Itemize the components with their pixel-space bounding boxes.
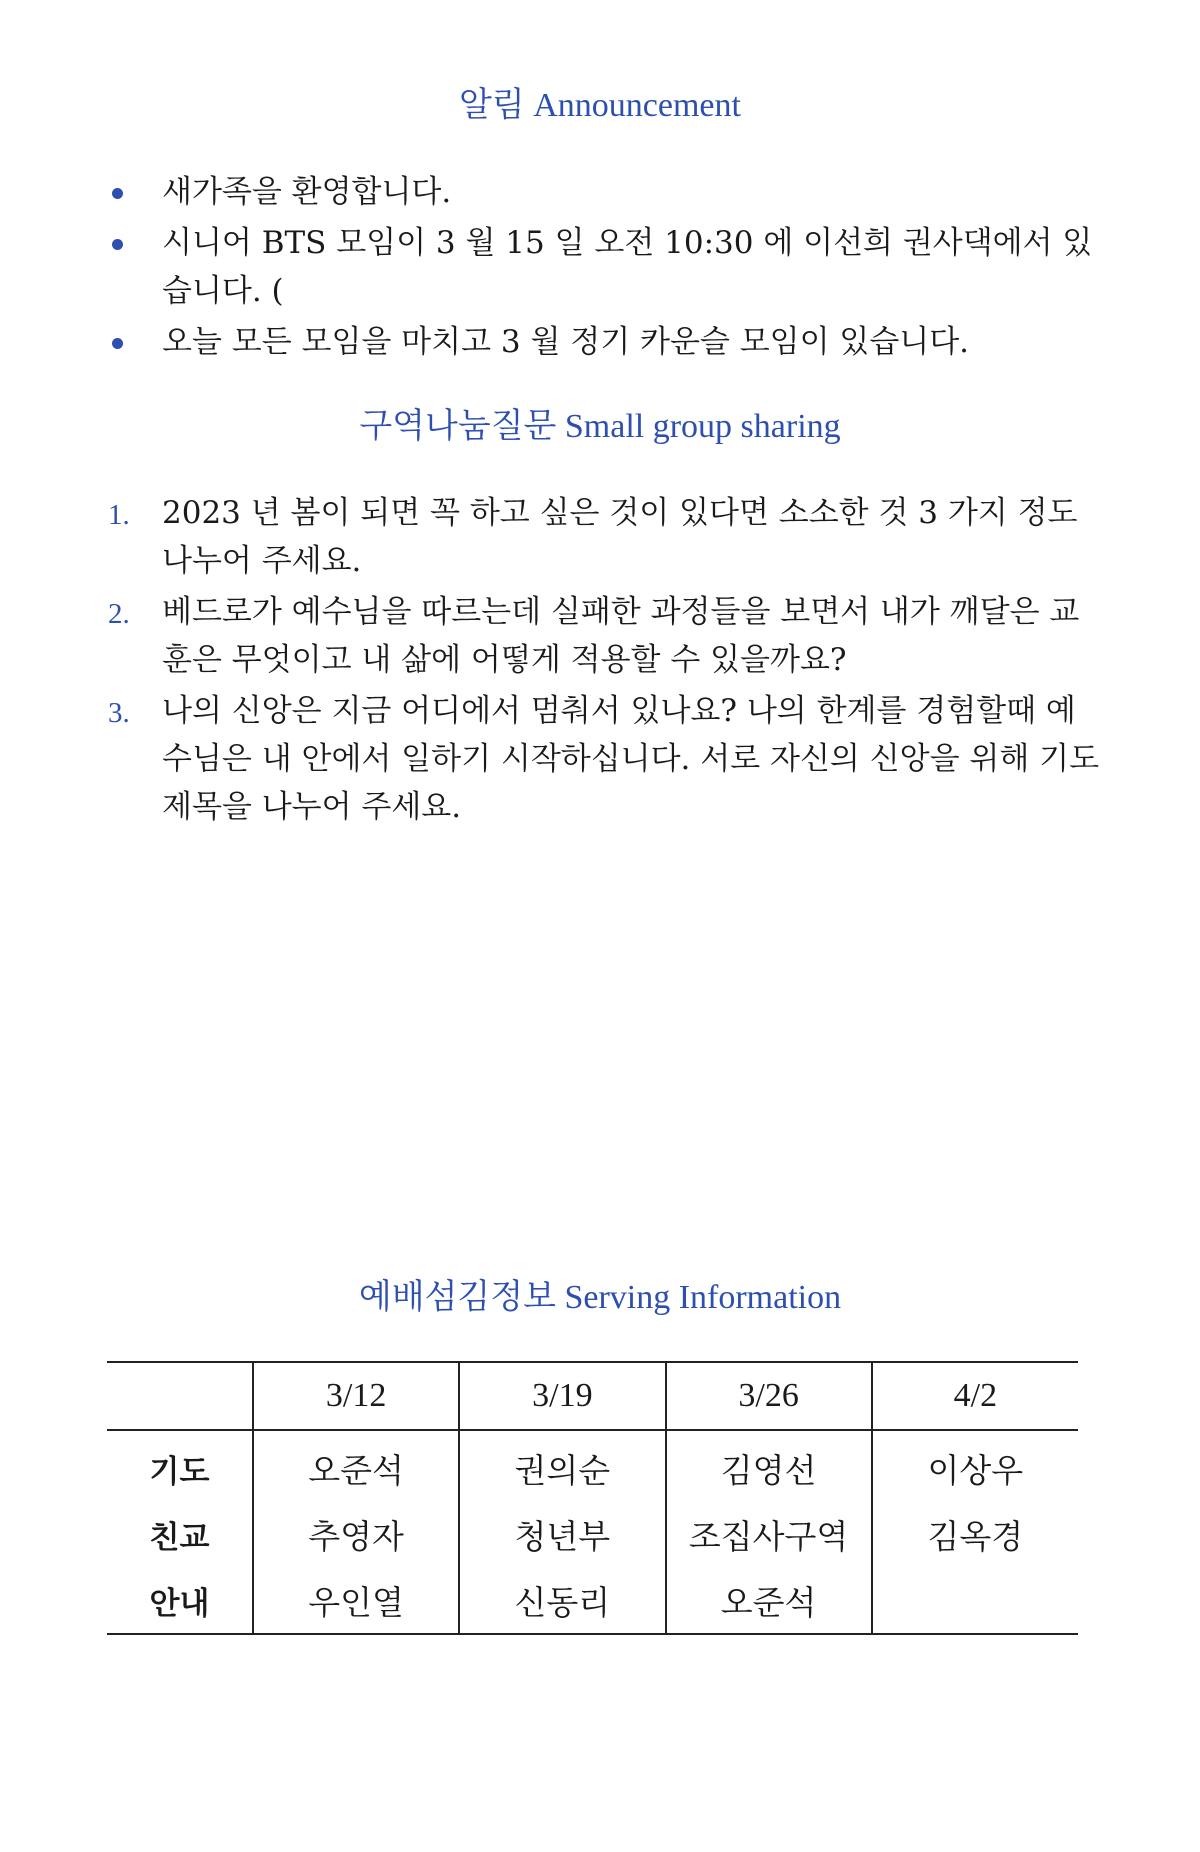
- table-cell: 이상우: [872, 1430, 1078, 1501]
- bullet-icon: [112, 338, 123, 349]
- table-cell: 김영선: [666, 1430, 872, 1501]
- table-cell: 오준석: [666, 1567, 872, 1634]
- announcement-item: 시니어 BTS 모임이 3 월 15 일 오전 10:30 에 이선희 권사댁에서 있습니다. (: [100, 219, 1100, 315]
- table-cell: 청년부: [459, 1501, 665, 1567]
- small-group-title: 구역나눔질문 Small group sharing: [359, 408, 841, 445]
- question-number: 1.: [108, 499, 130, 531]
- bullet-icon: [112, 239, 123, 250]
- question-number: 3.: [108, 697, 130, 729]
- header-cell: [107, 1362, 253, 1430]
- table-cell: [872, 1567, 1078, 1634]
- table-row: [107, 1567, 1078, 1634]
- table-row: [107, 1430, 1078, 1501]
- table-row: [107, 1501, 1078, 1567]
- row-role: 친교: [149, 1519, 210, 1556]
- announcement-item: 새가족을 환영합니다.: [100, 168, 1100, 216]
- header-cell: 3/19: [459, 1362, 665, 1430]
- serving-title: 예배섬김정보 Serving Information: [358, 1279, 842, 1316]
- table-cell: 오준석: [253, 1430, 459, 1501]
- table-cell: 조집사구역: [666, 1501, 872, 1567]
- row-role: 안내: [149, 1585, 210, 1622]
- header-cell: 3/26: [666, 1362, 872, 1430]
- table-cell: 김옥경: [872, 1501, 1078, 1567]
- table-cell: 우인열: [253, 1567, 459, 1634]
- announcement-item: 오늘 모든 모임을 마치고 3 월 정기 카운슬 모임이 있습니다.: [100, 318, 1100, 366]
- small-group-questions: [100, 489, 1100, 834]
- header-cell: 3/12: [253, 1362, 459, 1430]
- table-cell: 추영자: [253, 1501, 459, 1567]
- question-item: 2. 베드로가 예수님을 따르는데 실패한 과정들을 보면서 내가 깨달은 교훈은 무엇이고 내 삶에 어떻게 적용할 수 있을까요?: [100, 588, 1100, 684]
- table-header-row: [107, 1362, 1078, 1430]
- question-item: 3. 나의 신앙은 지금 어디에서 멈춰서 있나요? 나의 한계를 경험할때 예수님은 내 안에서 일하기 시작하십니다. 서로 자신의 신앙을 위해 기도제목을 나누어 주세요.: [100, 687, 1100, 831]
- question-number: 2.: [108, 598, 130, 630]
- row-role: 기도: [149, 1453, 210, 1490]
- bullet-icon: [112, 188, 123, 199]
- header-cell: 4/2: [872, 1362, 1078, 1430]
- table-cell: 신동리: [459, 1567, 665, 1634]
- announcement-list: [100, 168, 1100, 369]
- question-item: 1. 2023 년 봄이 되면 꼭 하고 싶은 것이 있다면 소소한 것 3 가지 정도 나누어 주세요.: [100, 489, 1100, 585]
- table-cell: 권의순: [459, 1430, 665, 1501]
- announcement-title: 알림 Announcement: [459, 87, 741, 124]
- serving-table: [107, 1361, 1078, 1635]
